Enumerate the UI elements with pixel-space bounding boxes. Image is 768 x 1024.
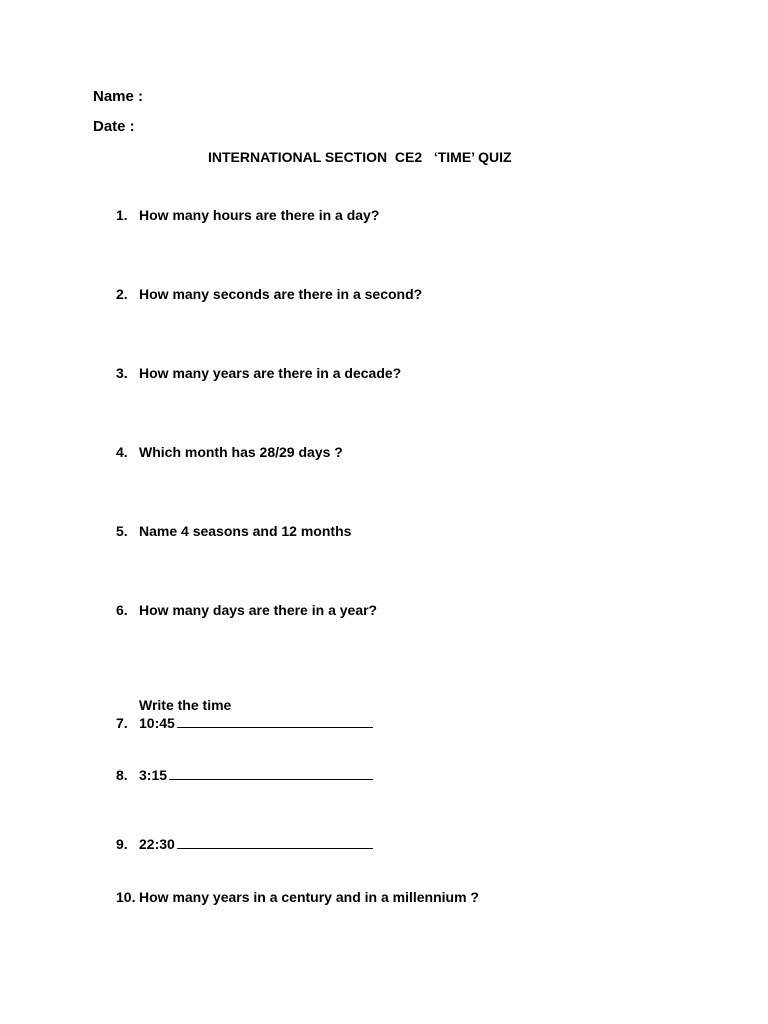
question-text: How many years are there in a decade? [139,365,402,381]
answer-blank[interactable] [169,767,373,780]
question-text: How many seconds are there in a second? [139,286,423,302]
question-text: Name 4 seasons and 12 months [139,523,352,539]
question-number: 1. [116,207,128,223]
answer-blank[interactable] [177,836,373,849]
question-number: 9. [116,836,128,852]
time-value: 3:15 [139,767,168,783]
question-text: How many days are there in a year? [139,602,378,618]
write-time-heading: Write the time [139,697,232,713]
question-number: 2. [116,286,128,302]
question-number: 3. [116,365,128,381]
date-label: Date : [93,118,135,135]
question-number: 8. [116,767,128,783]
name-label: Name : [93,88,144,105]
question-number: 6. [116,602,128,618]
question-number: 5. [116,523,128,539]
time-value: 22:30 [139,836,175,852]
question-number: 4. [116,444,128,460]
question-number: 10. [116,889,136,905]
question-text: Which month has 28/29 days ? [139,444,343,460]
quiz-title: INTERNATIONAL SECTION CE2 ‘TIME’ QUIZ [208,149,512,165]
question-text: How many years in a century and in a millennium ? [139,889,479,905]
question-number: 7. [116,715,128,731]
answer-blank[interactable] [177,715,373,728]
time-value: 10:45 [139,715,175,731]
question-text: How many hours are there in a day? [139,207,380,223]
